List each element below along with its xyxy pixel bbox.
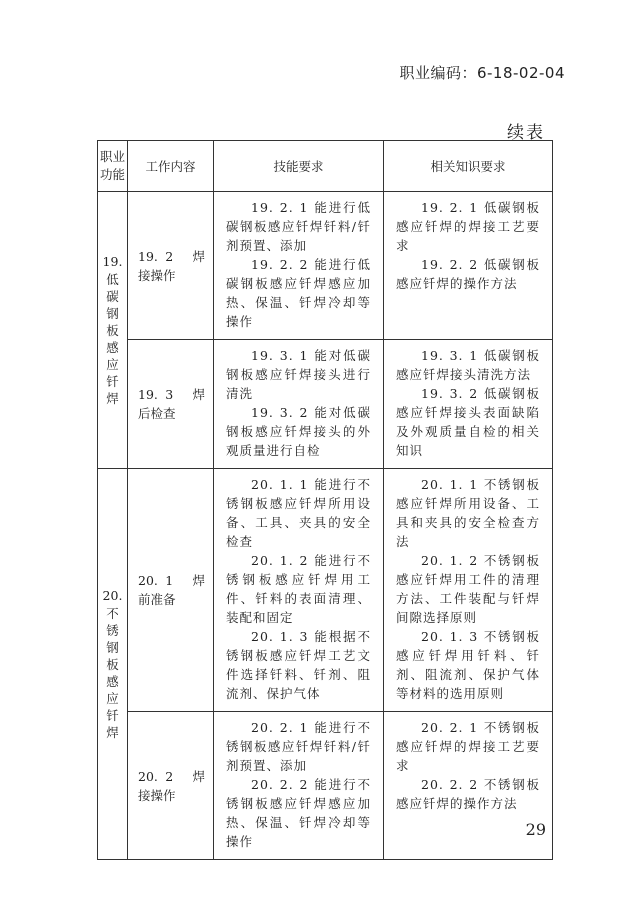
- knowledge-item: 20. 1. 2 不锈钢板感应钎焊用工件的清理方法、工件装配与钎焊间隙选择原则: [396, 553, 540, 625]
- skill-item: 20. 1. 3 能根据不锈钢板感应钎焊工艺文件选择钎料、钎剂、阻流剂、保护气体: [226, 629, 371, 701]
- header-func: 职业 功能: [98, 141, 128, 192]
- skill-item: 19. 2. 2 能进行低碳钢板感应钎焊感应加热、保温、钎焊冷却等操作: [226, 257, 371, 329]
- skill-cell: [214, 469, 384, 712]
- function-cell: [98, 192, 128, 469]
- skill-item: 20. 2. 2 能进行不锈钢板感应钎焊感应加热、保温、钎焊冷却等操作: [226, 777, 371, 849]
- continued-label: 续表: [507, 123, 545, 143]
- skill-cell: [214, 712, 384, 860]
- skill-item: 20. 2. 1 能进行不锈钢板感应钎焊钎料/钎剂预置、添加: [226, 720, 371, 773]
- work-content-cell: 20. 2 焊接操作: [128, 712, 214, 860]
- skill-cell: [214, 340, 384, 469]
- skill-cell: [214, 192, 384, 340]
- skill-item: 20. 1. 2 能进行不锈钢板感应钎焊用工件、钎料的表面清理、装配和固定: [226, 553, 371, 625]
- knowledge-cell: [384, 469, 553, 712]
- occupation-code: 职业编码：6-18-02-04: [399, 64, 565, 82]
- function-name: 不锈钢板感应钎焊: [106, 605, 119, 740]
- knowledge-item: 19. 3. 1 低碳钢板感应钎焊接头清洗方法: [396, 348, 540, 382]
- page-number: 29: [525, 820, 546, 839]
- function-number: 20.: [102, 587, 123, 603]
- table-header-row: [98, 141, 553, 192]
- header-skill: 技能要求: [214, 141, 384, 192]
- knowledge-item: 19. 2. 2 低碳钢板感应钎焊的操作方法: [396, 257, 540, 291]
- table-row: [98, 192, 553, 340]
- skill-item: 19. 3. 2 能对低碳钢板感应钎焊接头的外观质量进行自检: [226, 405, 371, 458]
- work-content-cell: 19. 2 焊接操作: [128, 192, 214, 340]
- skill-item: 19. 3. 1 能对低碳钢板感应钎焊接头进行清洗: [226, 348, 371, 401]
- knowledge-item: 20. 2. 2 不锈钢板感应钎焊的操作方法: [396, 777, 540, 811]
- table-row: [98, 340, 553, 469]
- knowledge-item: 20. 1. 3 不锈钢板感应钎焊用钎料、钎剂、阻流剂、保护气体等材料的选用原则: [396, 629, 540, 701]
- skill-item: 19. 2. 1 能进行低碳钢板感应钎焊钎料/钎剂预置、添加: [226, 200, 371, 253]
- knowledge-cell: [384, 192, 553, 340]
- function-number: 19.: [102, 253, 123, 269]
- work-content-cell: 19. 3 焊后检查: [128, 340, 214, 469]
- knowledge-item: 19. 2. 1 低碳钢板感应钎焊的焊接工艺要求: [396, 200, 540, 253]
- work-content-cell: 20. 1 焊前准备: [128, 469, 214, 712]
- header-knowledge: 相关知识要求: [384, 141, 553, 192]
- knowledge-item: 19. 3. 2 低碳钢板感应钎焊接头表面缺陷及外观质量自检的相关知识: [396, 386, 540, 458]
- skills-table: [97, 140, 553, 860]
- function-name: 低碳钢板感应钎焊: [106, 271, 119, 406]
- knowledge-cell: [384, 340, 553, 469]
- knowledge-item: 20. 1. 1 不锈钢板感应钎焊所用设备、工具和夹具的安全检查方法: [396, 477, 540, 549]
- table-row: [98, 469, 553, 712]
- knowledge-item: 20. 2. 1 不锈钢板感应钎焊的焊接工艺要求: [396, 720, 540, 773]
- function-cell: [98, 469, 128, 860]
- header-work: 工作内容: [128, 141, 214, 192]
- skill-item: 20. 1. 1 能进行不锈钢板感应钎焊所用设备、工具、夹具的安全检查: [226, 477, 371, 549]
- table-row: [98, 712, 553, 860]
